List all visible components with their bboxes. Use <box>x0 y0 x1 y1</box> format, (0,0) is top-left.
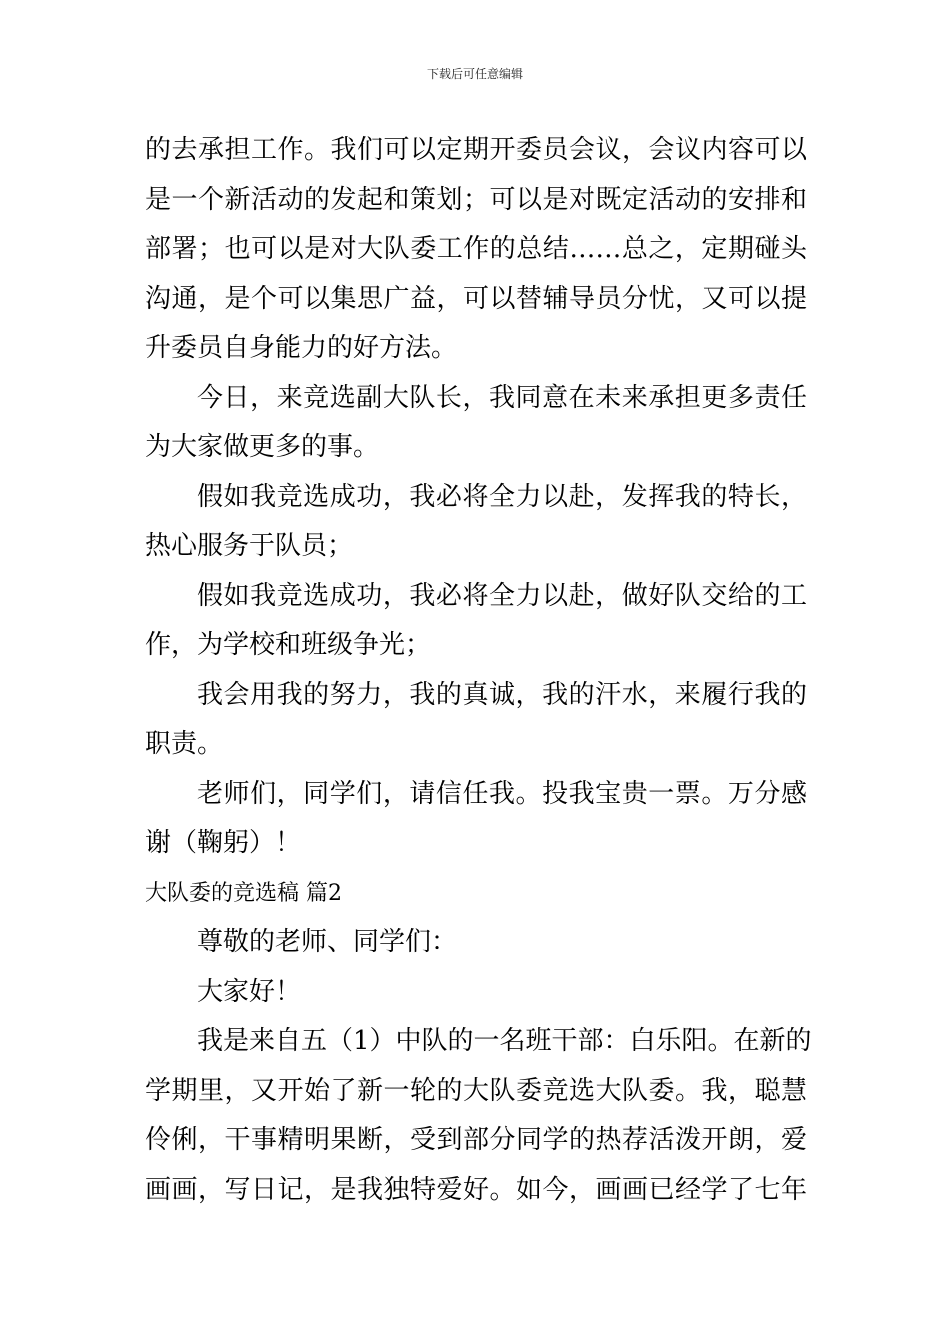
text-line: 热心服务于队员； <box>145 531 354 561</box>
text-line: 是一个新活动的发起和策划；可以是对既定活动的安排和 <box>145 184 807 215</box>
text-line: 的去承担工作。我们可以定期开委员会议，会议内容可以 <box>145 135 807 165</box>
text-line: 作，为学校和班级争光； <box>145 630 432 660</box>
text-line: 老师们，同学们，请信任我。投我宝贵一票。万分感 <box>197 778 807 809</box>
text-line: 我是来自五（1）中队的一名班干部：白乐阳。在新的 <box>197 1026 812 1056</box>
text-line: 职责。 <box>145 729 224 759</box>
text-line: 大家好！ <box>197 976 302 1007</box>
text-line: 升委员自身能力的好方法。 <box>145 333 458 363</box>
text-line: 尊敬的老师、同学们： <box>197 927 458 957</box>
text-line: 我会用我的努力，我的真诚，我的汗水，来履行我的 <box>197 679 807 710</box>
text-line: 假如我竞选成功，我必将全力以赴，发挥我的特长， <box>197 481 807 512</box>
section-heading: 大队委的竞选稿 篇2 <box>145 880 342 906</box>
text-line: 为大家做更多的事。 <box>145 432 380 462</box>
text-line: 部署；也可以是对大队委工作的总结……总之，定期碰头 <box>145 234 807 264</box>
document-body <box>145 126 812 1215</box>
text-line: 沟通，是个可以集思广益，可以替辅导员分忧，又可以提 <box>145 283 807 314</box>
text-line: 画画，写日记，是我独特爱好。如今，画画已经学了七年 <box>145 1174 807 1205</box>
text-line: 谢（鞠躬）！ <box>145 828 302 858</box>
text-line: 今日，来竞选副大队长，我同意在未来承担更多责任 <box>197 382 807 413</box>
text-line: 伶俐，干事精明果断，受到部分同学的热荐活泼开朗，爱 <box>145 1125 807 1155</box>
text-line: 假如我竞选成功，我必将全力以赴，做好队交给的工 <box>197 580 807 611</box>
text-line: 学期里，又开始了新一轮的大队委竞选大队委。我，聪慧 <box>145 1075 807 1106</box>
page-header: 下载后可任意编辑 <box>426 67 523 81</box>
